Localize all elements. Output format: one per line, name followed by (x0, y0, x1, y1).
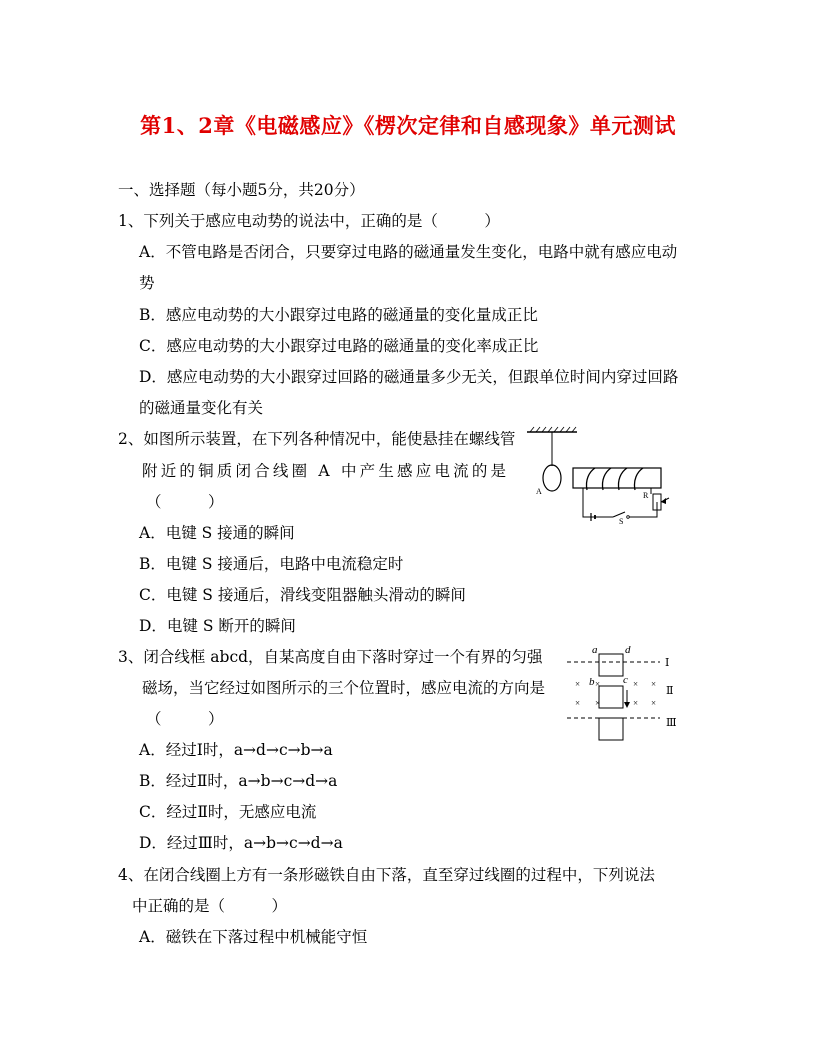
section-heading: 一、选择题（每小题5分，共20分） (118, 181, 365, 199)
position-i-label: Ⅰ (665, 657, 670, 669)
q3-option-b: B．经过Ⅱ时，a→b→c→d→a (139, 772, 338, 790)
q1-option-a: A．不管电路是否闭合，只要穿过电路的磁通量发生变化，电路中就有感应电动 (139, 243, 678, 261)
svg-text:×: × (651, 679, 657, 689)
q3-answer-blank: （ ） (146, 710, 224, 728)
q1-option-c: C．感应电动势的大小跟穿过电路的磁通量的变化率成正比 (139, 337, 539, 355)
q3-option-d: D．经过Ⅲ时，a→b→c→d→a (139, 834, 343, 852)
q4-stem-cont: 中正确的是（ ） (132, 897, 288, 915)
q2-stem-cont: 附近的铜质闭合线圈 A 中产生感应电流的是 (142, 462, 510, 480)
loop-position-i (599, 654, 623, 676)
svg-text:×: × (595, 698, 601, 708)
q3-option-a: A．经过Ⅰ时，a→d→c→b→a (139, 741, 333, 759)
q4-option-a: A．磁铁在下落过程中机械能守恒 (139, 928, 368, 946)
corner-a-label: a (592, 644, 598, 656)
magnetic-field-figure (565, 640, 685, 745)
q2-option-a: A．电键 S 接通的瞬间 (139, 524, 295, 542)
corner-d-label: d (625, 644, 631, 656)
switch-label: S (619, 517, 624, 524)
q1-option-a-cont: 势 (139, 274, 155, 292)
q2-option-c: C．电键 S 接通后，滑线变阻器触头滑动的瞬间 (139, 586, 466, 604)
position-ii-label: Ⅱ (666, 685, 674, 697)
ring-label: A (536, 487, 542, 496)
corner-c-label: c (623, 674, 628, 686)
q3-option-c: C．经过Ⅱ时，无感应电流 (139, 803, 317, 821)
q1-stem: 1、下列关于感应电动势的说法中，正确的是（ ） (118, 212, 500, 230)
svg-text:×: × (633, 679, 639, 689)
svg-text:×: × (595, 679, 601, 689)
q2-stem: 2、如图所示装置，在下列各种情况中，能使悬挂在螺线管 (118, 430, 516, 448)
position-iii-label: Ⅲ (666, 717, 677, 729)
svg-text:×: × (651, 698, 657, 708)
q2-option-b: B．电键 S 接通后，电路中电流稳定时 (139, 555, 404, 573)
document-title: 第1、2章《电磁感应》《楞次定律和自感现象》单元测试 (140, 113, 676, 138)
q4-stem: 4、在闭合线圈上方有一条形磁铁自由下落，直至穿过线圈的过程中，下列说法 (118, 866, 655, 884)
corner-b-label: b (589, 676, 595, 688)
copper-ring (543, 465, 561, 491)
q3-stem: 3、闭合线框 abcd，自某高度自由下落时穿过一个有界的匀强 (118, 648, 543, 666)
loop-position-ii (599, 686, 623, 708)
solenoid-figure (525, 424, 675, 524)
q2-option-d: D．电键 S 断开的瞬间 (139, 617, 296, 635)
q1-option-d-cont: 的磁通量变化有关 (139, 399, 264, 417)
svg-text:×: × (633, 698, 639, 708)
q1-option-b: B．感应电动势的大小跟穿过电路的磁通量的变化量成正比 (139, 306, 538, 324)
svg-text:×: × (575, 698, 581, 708)
field-crosses (575, 679, 656, 708)
q1-option-d: D．感应电动势的大小跟穿过回路的磁通量多少无关，但跟单位时间内穿过回路 (139, 368, 679, 386)
q3-stem-cont: 磁场，当它经过如图所示的三个位置时，感应电流的方向是 (142, 679, 546, 697)
svg-text:×: × (575, 679, 581, 689)
q2-answer-blank: （ ） (146, 493, 224, 511)
resistor-label: R (643, 491, 649, 500)
loop-position-iii (599, 718, 623, 740)
